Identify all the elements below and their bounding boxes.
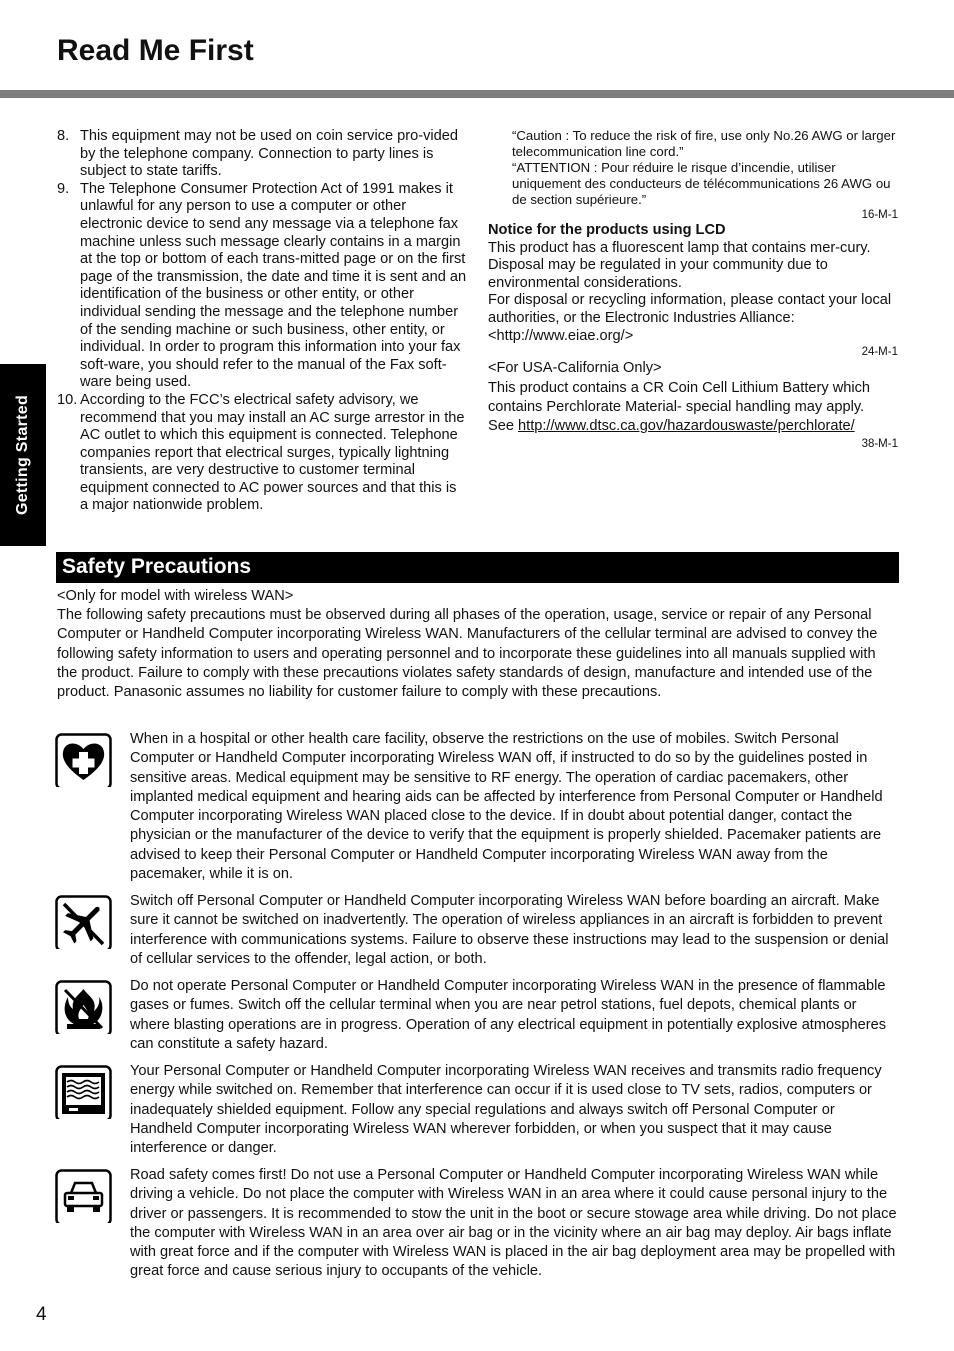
perchlorate-link[interactable]: http://www.dtsc.ca.gov/hazardouswaste/perchlorate/ — [518, 418, 855, 435]
lcd-notice-heading: Notice for the products using LCD — [488, 222, 726, 238]
caution-french: “ATTENTION : Pour réduire le risque d’incendie, utiliser uniquement des conducteurs de télécommunications 26 AWG ou de section supérieure.” — [512, 160, 891, 207]
side-tab-label: Getting Started — [14, 394, 31, 516]
page-title: Read Me First — [57, 34, 254, 67]
side-tab — [0, 364, 46, 546]
safety-item-text: Your Personal Computer or Handheld Computer incorporating Wireless WAN receives and transmits radio frequency energy while switched on. Remember that interference can occur if it is used close to TV sets, radios, computers or inadequately shielded equipment. Follow any special regulations and always switch off Personal Computer or Handheld Computer incorporating Wireless WAN wherever forbidden, or when you suspect that it may cause interference or danger. — [130, 1063, 882, 1157]
safety-item-text: Switch off Personal Computer or Handheld Computer incorporating Wireless WAN before boarding an aircraft. Make sure it cannot be switched on inadvertently. The operation of wireless appliances in an aircraft is forbidden to prevent interference with communications systems. Failure to observe these instructions may lead to the suspension or denial of cellular services to the offender, legal action, or both. — [130, 893, 889, 967]
california-see-line — [488, 417, 898, 436]
left-column — [57, 128, 467, 515]
tv-interference-icon — [55, 1062, 112, 1119]
item-text: The Telephone Consumer Protection Act of 1991 makes it unlawful for any person to use a computer or other electronic device to send any message via a telephone fax machine unless such message clearly contains in a margin at the top or bottom of each trans-mitted page or on the first page of the transmission, the date and time it is sent and an identification of the business or other entity, or other individual sending the message and the telephone number of the sending machine or such business, other entity, or individual. In order to program this information into your fax soft-ware, you should refer to the manual of the Fax soft-ware being used. — [80, 180, 467, 391]
page-number: 4 — [36, 1304, 47, 1325]
section-heading: Safety Precautions — [56, 552, 899, 583]
wan-note: <Only for model with wireless WAN> — [57, 588, 294, 604]
explosive-fire-icon — [55, 977, 112, 1034]
reference-code: 24-M-1 — [861, 346, 898, 359]
reference-code: 38-M-1 — [861, 437, 898, 450]
car-icon — [55, 1166, 112, 1223]
medical-heart-icon — [55, 730, 112, 787]
reference-code: 16-M-1 — [861, 209, 898, 221]
caution-english: “Caution : To reduce the risk of fire, use only No.26 AWG or larger telecommunication line cord.” — [512, 128, 896, 159]
list-item — [57, 181, 467, 392]
intro-paragraph: The following safety precautions must be observed during all phases of the operation, usage, service or repair of any Personal Computer or Handheld Computer incorporating Wireless WAN. Manufacturers of the cellular terminal are advised to convey the following safety information to users and operating personnel and to incorporate these guidelines into all manuals supplied with the product. Failure to comply with these precautions violates safety standards of design, manufacture and intended use of the product. Panasonic assumes no liability for customer failure to comply with these precautions. — [57, 607, 878, 701]
safety-item-text: Do not operate Personal Computer or Handheld Computer incorporating Wireless WAN in the presence of flammable gases or fumes. Switch off the cellular terminal when you are near petrol stations, fuel depots, chemical plants or where blasting operations are in progress. Operation of any electrical equipment in potentially explosive atmospheres can constitute a safety hazard. — [130, 978, 887, 1052]
item-text: This equipment may not be used on coin service pro-vided by the telephone company. Connection to party lines is subject to state tariffs. — [80, 128, 459, 180]
safety-item-text: Road safety comes first! Do not use a Personal Computer or Handheld Computer incorporating Wireless WAN while driving a vehicle. Do not place the computer with Wireless WAN in an area where it could cause personal injury to the driver or passengers. It is recommended to stow the unit in the boot or secure stowage area while driving. Do not place the computer with Wireless WAN in an area over air bag or in the vicinity where an air bag may deploy. Air bags inflate with great force and if the computer with Wireless WAN is placed in the air bag deployment area may be propelled with great force and cause serious injury to occupants of the vehicle. — [130, 1167, 897, 1280]
safety-item-text: When in a hospital or other health care facility, observe the restrictions on the use of mobiles. Switch Personal Computer or Handheld Computer incorporating Wireless WAN off, if instructed to do so by the guidelines posted in sensitive areas. Medical equipment may be sensitive to RF energy. The operation of cardiac pacemakers, other implanted medical equipment and hearing aids can be affected by interference from Personal Computer or Handheld Computer incorporating Wireless WAN placed close to the device. If in doubt about potential danger, contact the physician or the manufacturer of the device to verify that the equipment is properly shielded. Pacemaker patients are advised to keep their Personal Computer or Handheld Computer incorporating Wireless WAN away from the pacemaker, while it is on. — [130, 731, 883, 883]
lcd-disposal-paragraph: For disposal or recycling information, please contact your local authorities, or the Electronic Industries Alliance: <http://www.eiae.org/> — [488, 292, 892, 344]
item-number: 8. — [57, 128, 70, 144]
safety-intro — [57, 587, 897, 702]
list-item — [57, 128, 467, 181]
item-number: 9. — [57, 180, 70, 197]
item-text: According to the FCC’s electrical safety advisory, we recommend that you may install an AC surge arrestor in the AC outlet to which this equipment is connected. Telephone companies report that electrical surges, typically lightning transients, are very destructive to customer terminal equipment connected to AC power sources and that this is a major nationwide problem. — [80, 391, 465, 514]
no-aircraft-icon — [55, 892, 112, 949]
see-label: See — [488, 418, 519, 435]
right-column — [488, 128, 898, 451]
item-number: 10. — [57, 391, 78, 408]
lcd-notice-paragraph: This product has a fluorescent lamp that contains mer-cury. Disposal may be regulated in your community due to environmental considerations. — [488, 239, 871, 291]
california-heading: <For USA-California Only> — [488, 360, 662, 377]
california-text: This product contains a CR Coin Cell Lithium Battery which contains Perchlorate Material- special handling may apply. — [488, 379, 871, 415]
header-rule — [0, 90, 954, 98]
list-item — [57, 392, 467, 515]
